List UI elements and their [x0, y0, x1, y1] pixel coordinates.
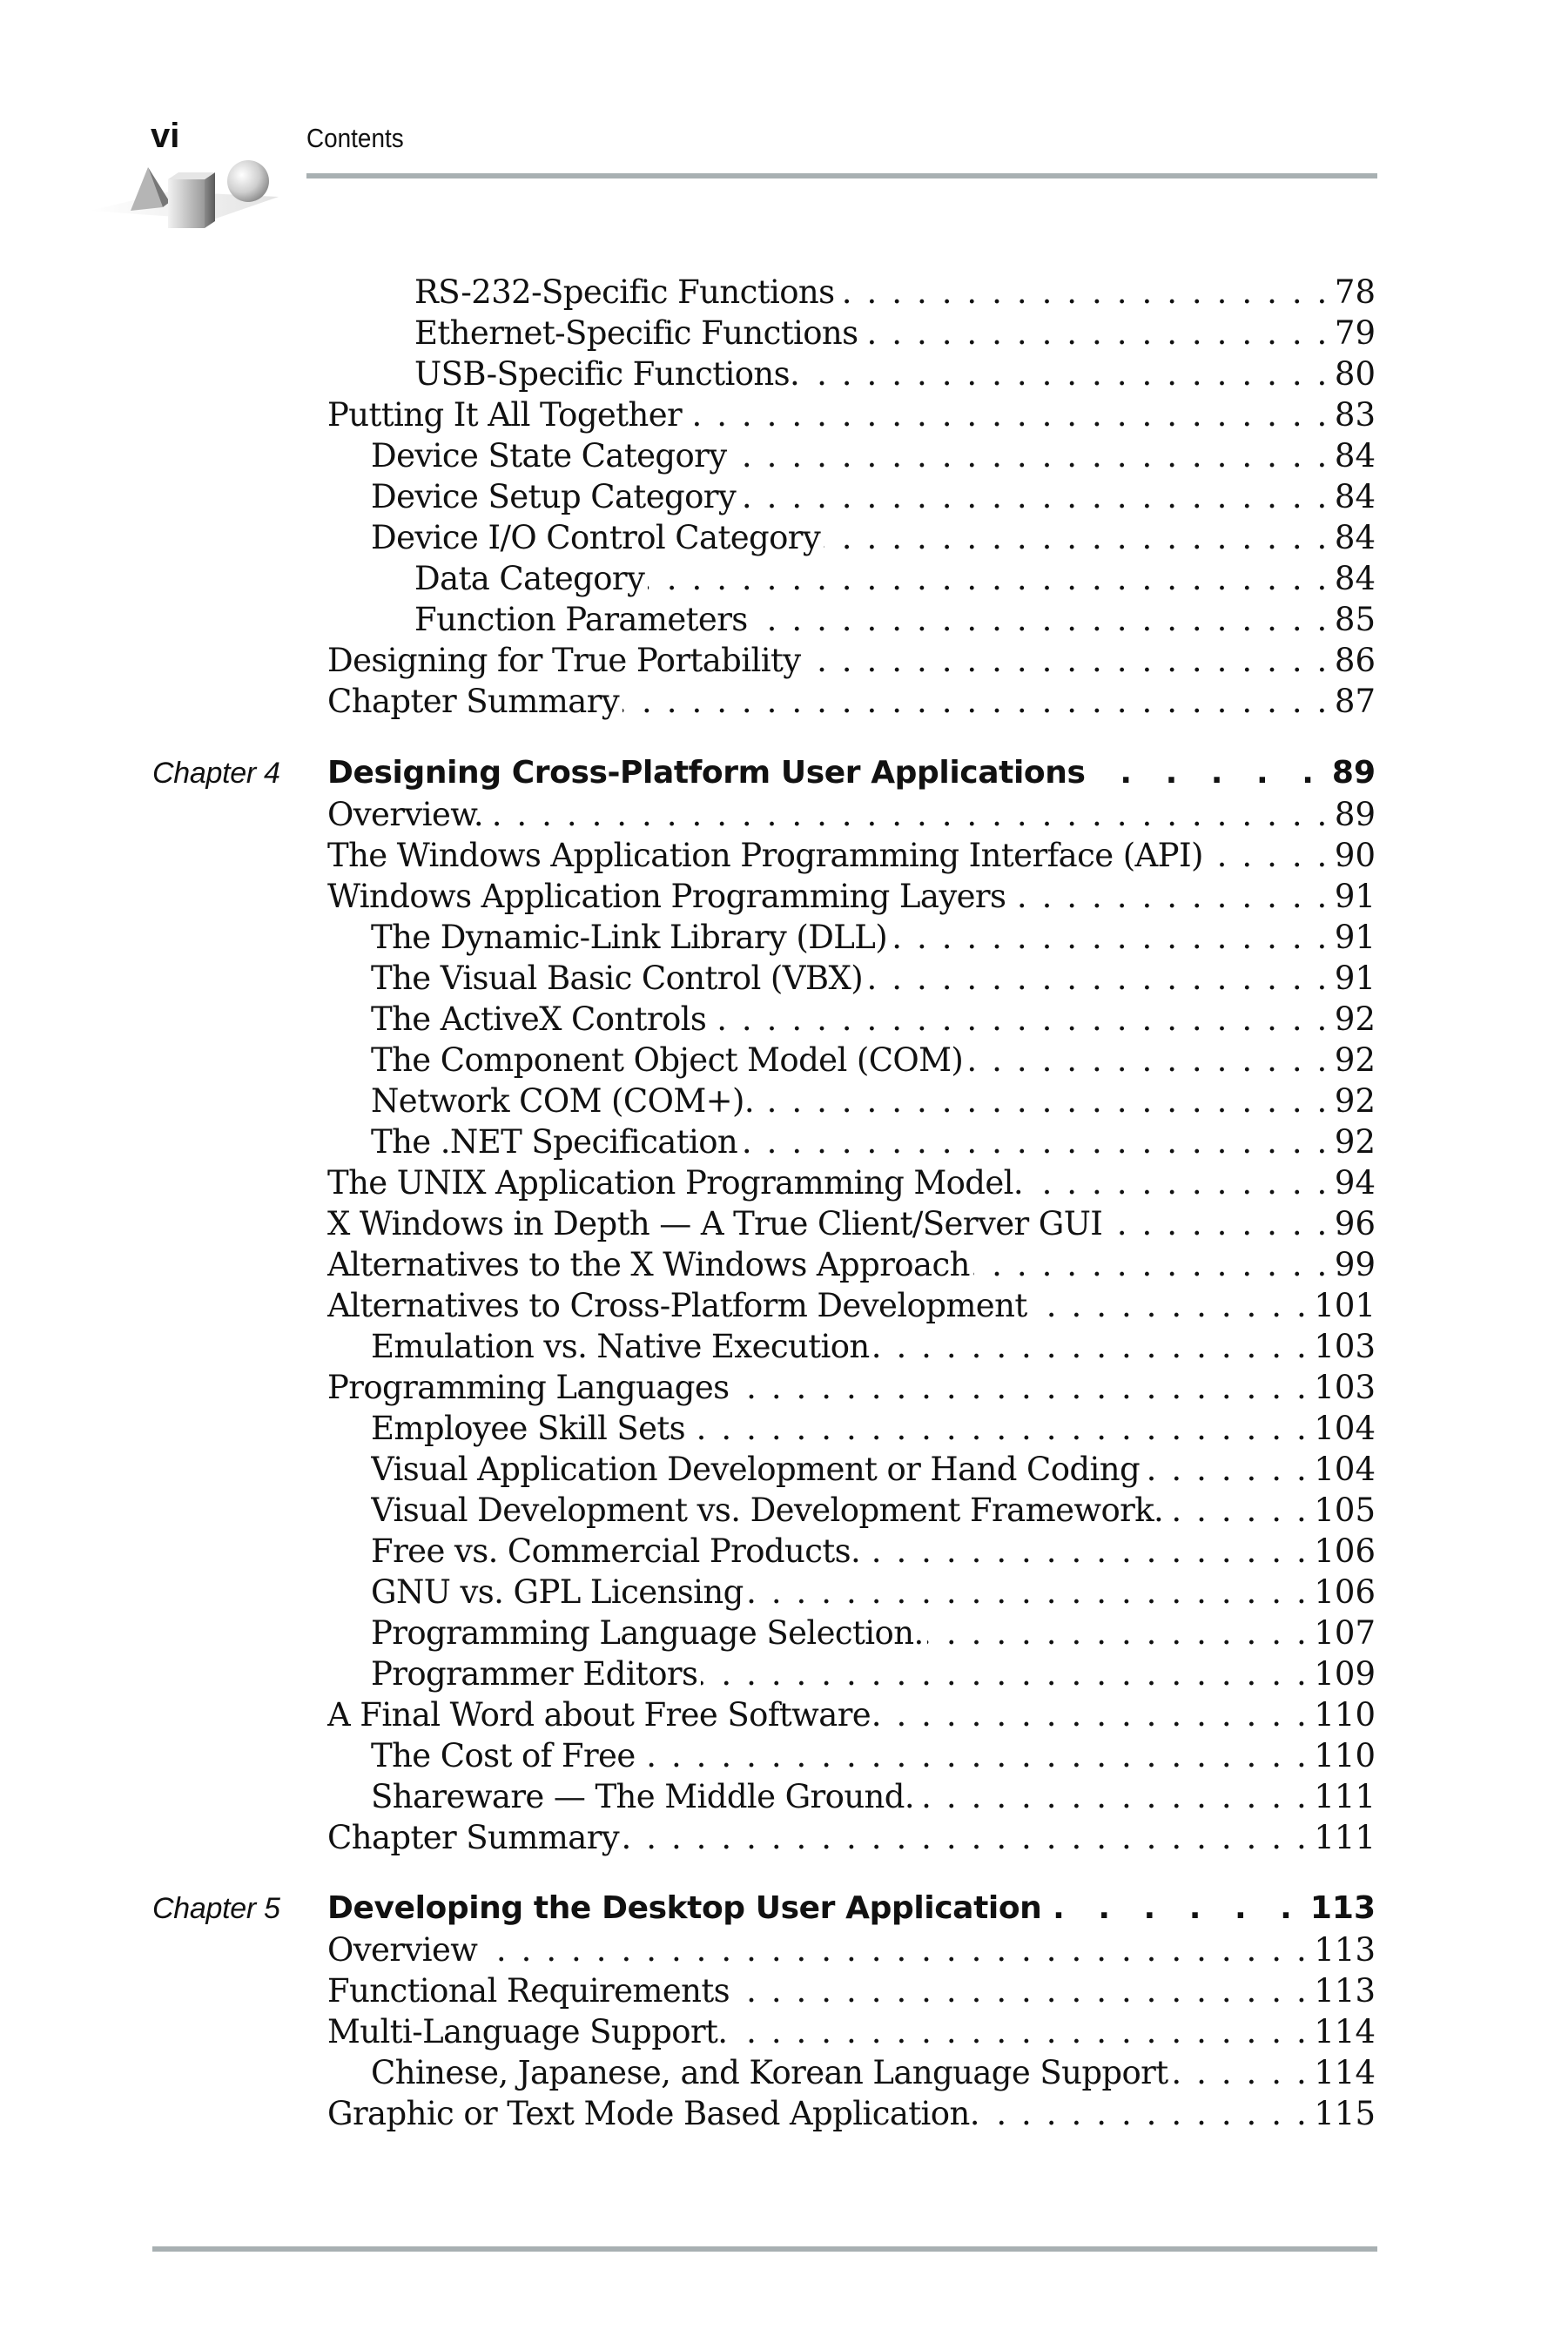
toc-entry[interactable] [371, 917, 1376, 958]
dot-leader [1172, 2052, 1309, 2093]
dot-leader [983, 2093, 1309, 2134]
toc-entry-title: Designing for True Portability [327, 642, 801, 679]
toc-entry[interactable] [327, 1817, 1376, 1858]
dot-leader [757, 1081, 1329, 1121]
dot-leader [739, 476, 1329, 517]
toc-entry[interactable] [414, 558, 1376, 599]
dot-leader [873, 1326, 1309, 1367]
toc-entry-title: The ActiveX Controls [371, 1000, 707, 1038]
toc-entry-title: The Cost of Free [371, 1737, 636, 1774]
toc-entry-page: 113 [1314, 1931, 1376, 1969]
toc-entry[interactable] [414, 313, 1376, 354]
toc-entry[interactable] [371, 1326, 1376, 1367]
toc-entry[interactable] [371, 999, 1376, 1040]
toc-entry-title: Data Category [414, 560, 645, 597]
toc-entry-title: Overview [327, 1931, 478, 1969]
toc-entry-page: 114 [1314, 2013, 1376, 2050]
dot-leader [1026, 1162, 1329, 1203]
toc-entry[interactable] [371, 1449, 1376, 1490]
toc-entry[interactable] [371, 1490, 1376, 1531]
toc-entry-page: 115 [1314, 2095, 1376, 2132]
toc-entry[interactable] [327, 1203, 1376, 1244]
toc-entry-title: Chinese, Japanese, and Korean Language Support [371, 2054, 1168, 2091]
toc-entry-page: 110 [1314, 1737, 1376, 1774]
toc-entry-title: Function Parameters [414, 601, 748, 638]
dot-leader [918, 1776, 1309, 1817]
dot-leader [973, 1244, 1329, 1285]
toc-entry-title: The Visual Basic Control (VBX) [371, 960, 864, 997]
dot-leader [733, 1367, 1309, 1408]
chapter-page: 89 [1331, 755, 1376, 791]
toc-entry-title: The Component Object Model (COM) [371, 1041, 964, 1079]
toc-entry[interactable] [327, 394, 1376, 435]
dot-leader [966, 1040, 1329, 1081]
dot-leader [733, 1970, 1309, 2011]
dot-leader [648, 558, 1329, 599]
toc-entry-page: 91 [1334, 960, 1376, 997]
toc-entry[interactable] [327, 1929, 1376, 1970]
dot-leader [487, 794, 1329, 835]
toc-entry-title: Alternatives to the X Windows Approach [327, 1246, 970, 1283]
toc-entry[interactable] [327, 1970, 1376, 2011]
toc-entry-page: 114 [1314, 2054, 1376, 2091]
dot-leader [710, 999, 1329, 1040]
toc-entry-title: Visual Development vs. Development Framework. [371, 1491, 1164, 1529]
toc-entry[interactable] [414, 599, 1376, 640]
toc-entry-title: Alternatives to Cross-Platform Development [327, 1287, 1027, 1324]
chapter-label: Chapter 5 [152, 1892, 280, 1925]
toc-entry-title: Chapter Summary [327, 683, 620, 720]
toc-entry-title: Multi-Language Support. [327, 2013, 728, 2050]
toc-entry-title: USB-Specific Functions. [414, 355, 800, 393]
toc-entry[interactable] [371, 1121, 1376, 1162]
toc-entry-title: Employee Skill Sets [371, 1410, 686, 1447]
toc-entry-page: 86 [1334, 642, 1376, 679]
toc-entry-title: Shareware — The Middle Ground. [371, 1778, 915, 1815]
toc-entry[interactable] [371, 958, 1376, 999]
toc-entry-title: Programmer Editors [371, 1655, 698, 1693]
toc-entry-page: 94 [1334, 1164, 1376, 1202]
toc-entry-page: 91 [1334, 878, 1376, 915]
toc-entry-title: The Dynamic-Link Library (DLL) [371, 919, 888, 956]
toc-entry-page: 92 [1334, 1041, 1376, 1079]
toc-entry-title: Device I/O Control Category [371, 519, 821, 556]
toc-entry-title: Device Setup Category [371, 478, 737, 515]
toc-entry-title: RS-232-Specific Functions [414, 273, 835, 311]
toc-entry-page: 96 [1334, 1205, 1376, 1242]
toc-entry-title: Free vs. Commercial Products. [371, 1532, 861, 1570]
dot-leader [1167, 1490, 1309, 1531]
dot-leader [741, 1121, 1329, 1162]
toc-entry[interactable] [327, 794, 1376, 835]
toc-entry-title: Emulation vs. Native Execution [371, 1328, 870, 1365]
toc-entry-page: 104 [1314, 1451, 1376, 1488]
toc-entry-page: 92 [1334, 1123, 1376, 1161]
dot-leader [838, 272, 1329, 313]
toc-entry-title: A Final Word about Free Software [327, 1696, 871, 1734]
dot-leader [864, 1531, 1309, 1572]
dot-leader [1052, 1890, 1302, 1926]
toc-entry[interactable] [371, 435, 1376, 476]
toc-entry[interactable] [371, 476, 1376, 517]
dot-leader [804, 640, 1329, 681]
toc-entry-page: 92 [1334, 1000, 1376, 1038]
dot-leader [891, 917, 1329, 958]
toc-entry-page: 99 [1334, 1246, 1376, 1283]
toc-entry-title: X Windows in Depth — A True Client/Server GUI [327, 1205, 1103, 1242]
toc-entry-page: 83 [1334, 396, 1376, 434]
toc-entry-page: 87 [1334, 683, 1376, 720]
dot-leader [481, 1929, 1309, 1970]
dot-leader [862, 313, 1329, 354]
chapter-page: 113 [1309, 1890, 1376, 1926]
toc-entry[interactable] [371, 1408, 1376, 1449]
toc-entry-title: Ethernet-Specific Functions [414, 314, 858, 352]
toc-entry[interactable] [327, 876, 1376, 917]
toc-entry[interactable] [327, 1244, 1376, 1285]
chapter-label: Chapter 4 [152, 757, 280, 790]
toc-entry-title: The UNIX Application Programming Model. [327, 1164, 1024, 1202]
toc-entry-title: Network COM (COM+). [371, 1082, 755, 1120]
chapter-5-heading[interactable] [152, 1887, 1376, 1930]
dot-leader [1095, 755, 1324, 791]
dot-leader [689, 1408, 1309, 1449]
toc-entry-page: 84 [1334, 560, 1376, 597]
chapter-4-heading[interactable] [152, 751, 1376, 795]
toc-entry[interactable] [371, 2052, 1376, 2093]
toc-entry-page: 110 [1314, 1696, 1376, 1734]
toc-entry-page: 89 [1334, 796, 1376, 833]
toc-entry-title: Overview. [327, 796, 484, 833]
toc-entry-page: 111 [1314, 1778, 1376, 1815]
toc-entry-page: 80 [1334, 355, 1376, 393]
toc-entry[interactable] [414, 272, 1376, 313]
toc-entry-title: Putting It All Together [327, 396, 683, 434]
toc-entry-page: 101 [1314, 1287, 1376, 1324]
toc-entry[interactable] [327, 1285, 1376, 1326]
toc-entry-page: 103 [1314, 1328, 1376, 1365]
toc-entry-page: 103 [1314, 1369, 1376, 1406]
toc-entry-title: Functional Requirements [327, 1972, 730, 2010]
toc-entry-page: 106 [1314, 1532, 1376, 1570]
running-head-title: Contents [306, 123, 404, 153]
toc-entry[interactable] [327, 640, 1376, 681]
dot-leader [824, 517, 1329, 558]
dot-leader [685, 394, 1329, 435]
toc-entry[interactable] [371, 1081, 1376, 1121]
toc-entry[interactable] [371, 517, 1376, 558]
toc-entry-page: 105 [1314, 1491, 1376, 1529]
dot-leader [1207, 835, 1329, 876]
toc-entry-page: 113 [1314, 1972, 1376, 2010]
toc-entry-title: Chapter Summary [327, 1819, 620, 1856]
toc-entry-title: Programming Language Selection. [371, 1614, 924, 1652]
dot-leader [1106, 1203, 1329, 1244]
toc-entry[interactable] [327, 2011, 1376, 2052]
toc-entry-page: 107 [1314, 1614, 1376, 1652]
toc-entry[interactable] [327, 2093, 1376, 2134]
toc-entry-title: The Windows Application Programming Interface (API) [327, 837, 1203, 874]
dot-leader [701, 1653, 1309, 1694]
toc-entry-page: 84 [1334, 519, 1376, 556]
dot-leader [874, 1694, 1309, 1735]
toc-entry[interactable] [371, 1531, 1376, 1572]
page-number: vi [151, 117, 180, 155]
toc-entry-title: Device State Category [371, 437, 727, 475]
dot-leader [1031, 1285, 1309, 1326]
toc-entry-page: 85 [1334, 601, 1376, 638]
toc-entry-page: 84 [1334, 437, 1376, 475]
toc-entry[interactable] [327, 1367, 1376, 1408]
toc-entry-page: 92 [1334, 1082, 1376, 1120]
chapter-title: Developing the Desktop User Application [327, 1890, 1042, 1926]
toc-entry[interactable] [371, 1735, 1376, 1776]
dot-leader [622, 1817, 1309, 1858]
toc-entry[interactable] [327, 1694, 1376, 1735]
toc-entry-page: 111 [1314, 1819, 1376, 1856]
dot-leader [747, 1572, 1309, 1613]
dot-leader [927, 1613, 1309, 1653]
toc-entry-page: 90 [1334, 837, 1376, 874]
dot-leader [730, 2011, 1309, 2052]
toc-entry-title: Windows Application Programming Layers [327, 878, 1006, 915]
dot-leader [730, 435, 1329, 476]
toc-entry[interactable] [371, 1572, 1376, 1613]
toc-entry[interactable] [327, 835, 1376, 876]
toc-entry[interactable] [414, 354, 1376, 394]
dot-leader [866, 958, 1329, 999]
toc-entry-title: Programming Languages [327, 1369, 730, 1406]
dot-leader [1143, 1449, 1309, 1490]
toc-entry[interactable] [371, 1613, 1376, 1653]
toc-entry-page: 104 [1314, 1410, 1376, 1447]
footer-rule [152, 2246, 1377, 2252]
toc-entry-page: 106 [1314, 1573, 1376, 1611]
dot-leader [803, 354, 1329, 394]
toc-entry[interactable] [371, 1653, 1376, 1694]
toc-entry-page: 91 [1334, 919, 1376, 956]
toc-entry-title: The .NET Specification [371, 1123, 738, 1161]
toc-entry-title: GNU vs. GPL Licensing [371, 1573, 744, 1611]
toc-entry-page: 78 [1334, 273, 1376, 311]
toc-entry-title: Visual Application Development or Hand Coding [371, 1451, 1141, 1488]
toc-entry[interactable] [371, 1040, 1376, 1081]
toc-entry[interactable] [371, 1776, 1376, 1817]
toc-entry-page: 109 [1314, 1655, 1376, 1693]
chapter-title: Designing Cross-Platform User Applications [327, 755, 1086, 791]
dot-leader [751, 599, 1329, 640]
dot-leader [639, 1735, 1309, 1776]
toc-entry-page: 79 [1334, 314, 1376, 352]
dot-leader [1009, 876, 1329, 917]
toc-entry[interactable] [327, 1162, 1376, 1203]
toc-entry[interactable] [327, 681, 1376, 722]
dot-leader [622, 681, 1329, 722]
toc-entry-page: 84 [1334, 478, 1376, 515]
toc-entry-title: Graphic or Text Mode Based Application. [327, 2095, 979, 2132]
